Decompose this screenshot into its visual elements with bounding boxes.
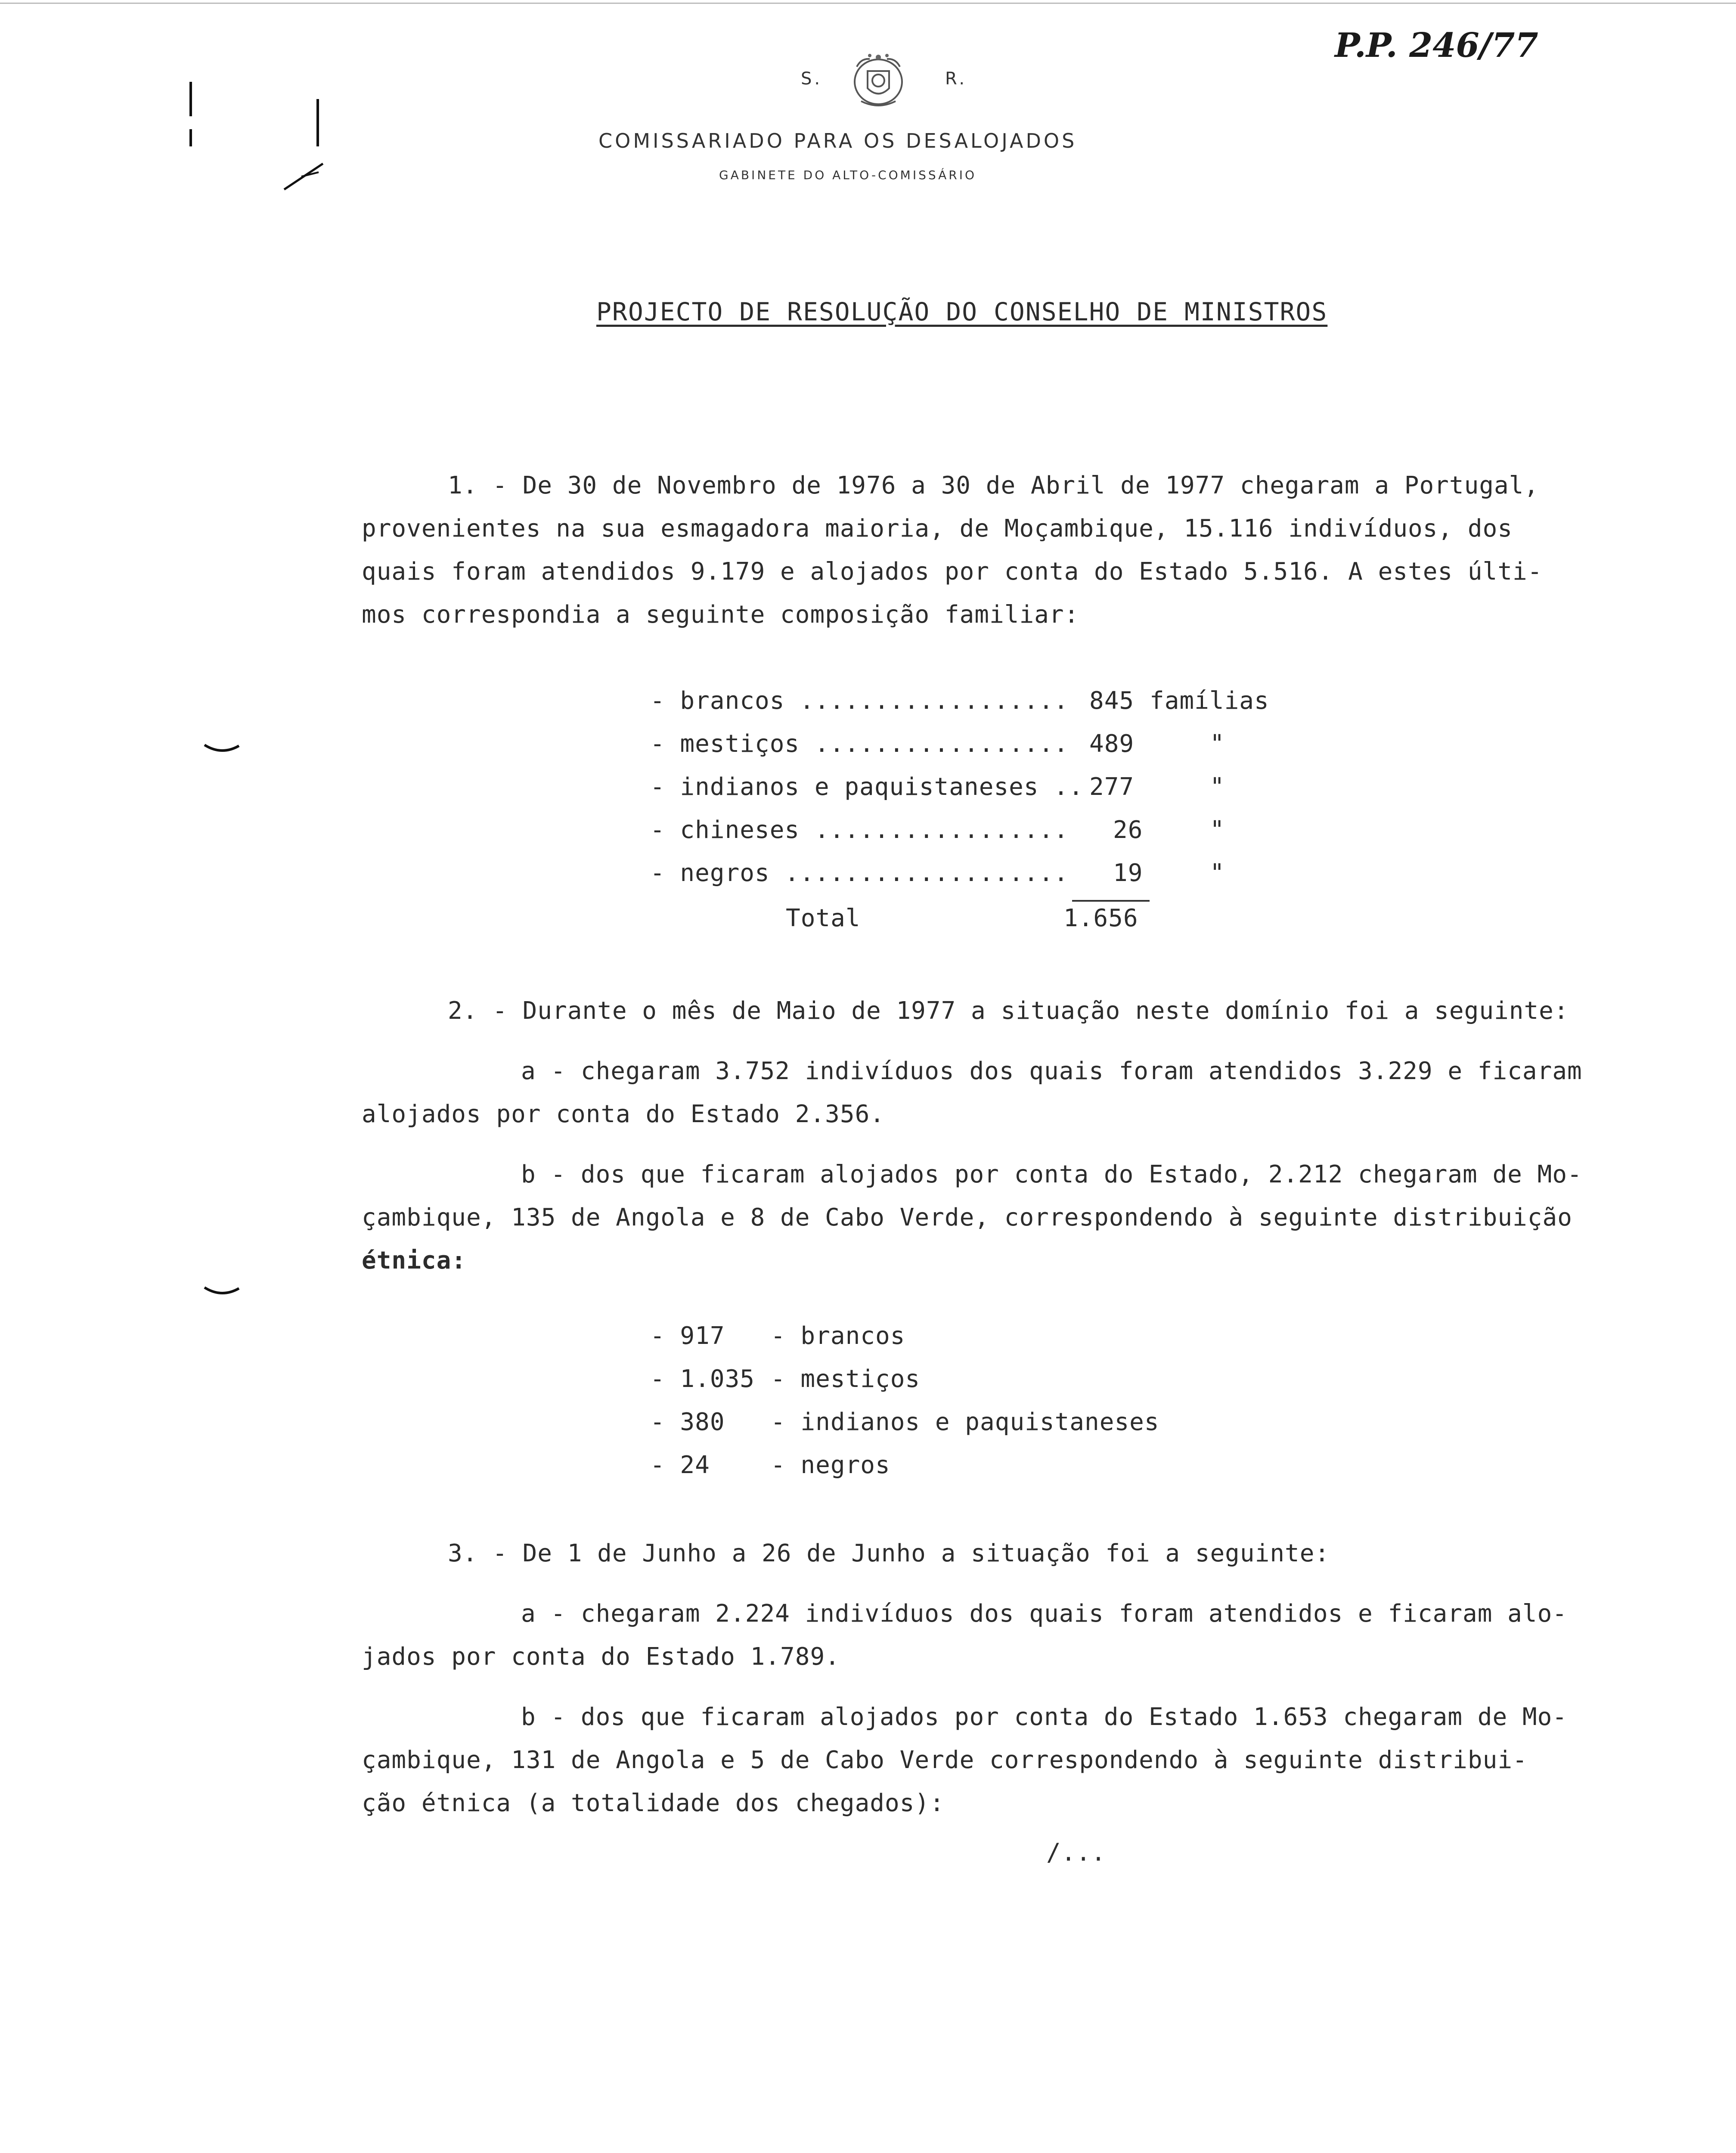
list-number: - 1.035 <box>650 1365 755 1393</box>
margin-mark <box>316 99 319 146</box>
coat-of-arms-icon <box>844 50 913 114</box>
table-row-label: - chineses ................. <box>650 816 1069 844</box>
top-rule <box>0 3 1736 4</box>
document-title: PROJECTO DE RESOLUÇÃO DO CONSELHO DE MINISTROS <box>596 297 1328 326</box>
table-row-unit: " <box>1210 730 1225 758</box>
list-number: - 917 <box>650 1322 725 1350</box>
paragraph-line: alojados por conta do Estado 2.356. <box>362 1100 885 1128</box>
paragraph-line: mos correspondia a seguinte composição familiar: <box>362 601 1079 629</box>
total-rule <box>1072 900 1150 902</box>
paragraph-line: 1. - De 30 de Novembro de 1976 a 30 de Abril de 1977 chegaram a Portugal, <box>448 472 1539 499</box>
table-row-value: 489 <box>1089 730 1135 758</box>
paragraph-line: jados por conta do Estado 1.789. <box>362 1643 840 1671</box>
table-row-value: 277 <box>1089 773 1135 801</box>
paragraph-line: 2. - Durante o mês de Maio de 1977 a situação neste domínio foi a seguinte: <box>448 997 1569 1025</box>
list-label: - brancos <box>771 1322 905 1350</box>
table-row-value: 19 <box>1113 859 1143 887</box>
paragraph-line: b - dos que ficaram alojados por conta do Estado, 2.212 chegaram de Mo- <box>521 1160 1582 1188</box>
table-row-unit: " <box>1210 773 1225 801</box>
emblem-left-letter: S. <box>801 69 823 89</box>
paragraph-line: a - chegaram 2.224 indivíduos dos quais foram atendidos e ficaram alo- <box>521 1600 1568 1628</box>
margin-mark <box>189 82 192 116</box>
list-number: - 380 <box>650 1408 725 1436</box>
paragraph-line: étnica: <box>362 1247 467 1275</box>
emblem-right-letter: R. <box>945 69 967 89</box>
table-row-label: - indianos e paquistaneses .. <box>650 773 1084 801</box>
table-row-unit: famílias <box>1150 687 1269 715</box>
margin-curve-mark <box>202 1283 241 1300</box>
total-label: Total <box>786 904 861 932</box>
organization-name: COMISSARIADO PARA OS DESALOJADOS <box>598 129 1077 152</box>
list-label: - indianos e paquistaneses <box>771 1408 1159 1436</box>
margin-curve-mark <box>202 741 241 758</box>
list-label: - negros <box>771 1451 890 1479</box>
table-row-value: 845 <box>1089 687 1135 715</box>
table-row-label: - negros ................... <box>650 859 1069 887</box>
paragraph-line: çambique, 135 de Angola e 8 de Cabo Verde, correspondendo à seguinte distribuição <box>362 1204 1572 1232</box>
table-row-unit: " <box>1210 859 1225 887</box>
paragraph-line: çambique, 131 de Angola e 5 de Cabo Verde correspondendo à seguinte distribui- <box>362 1746 1528 1774</box>
list-number: - 24 <box>650 1451 710 1479</box>
total-value: 1.656 <box>1063 904 1138 932</box>
list-label: - mestiços <box>771 1365 921 1393</box>
paragraph-line: ção étnica (a totalidade dos chegados): <box>362 1789 945 1817</box>
table-row-value: 26 <box>1113 816 1143 844</box>
paragraph-line: provenientes na sua esmagadora maioria, de Moçambique, 15.116 indivíduos, dos <box>362 515 1513 543</box>
table-row-unit: " <box>1210 816 1225 844</box>
paragraph-line: 3. - De 1 de Junho a 26 de Junho a situação foi a seguinte: <box>448 1539 1330 1567</box>
office-name: GABINETE DO ALTO-COMISSÁRIO <box>719 168 977 182</box>
table-row-label: - brancos .................. <box>650 687 1069 715</box>
page-continuation: /... <box>1046 1839 1106 1867</box>
paragraph-line: quais foram atendidos 9.179 e alojados por conta do Estado 5.516. A estes últi- <box>362 558 1543 586</box>
paragraph-line: a - chegaram 3.752 indivíduos dos quais foram atendidos 3.229 e ficaram <box>521 1057 1582 1085</box>
handwritten-reference: P.P. 246/77 <box>1335 26 1538 65</box>
paragraph-line: b - dos que ficaram alojados por conta do Estado 1.653 chegaram de Mo- <box>521 1703 1568 1731</box>
table-row-label: - mestiços ................. <box>650 730 1069 758</box>
margin-slash-mark <box>276 159 327 194</box>
margin-mark <box>189 129 192 146</box>
